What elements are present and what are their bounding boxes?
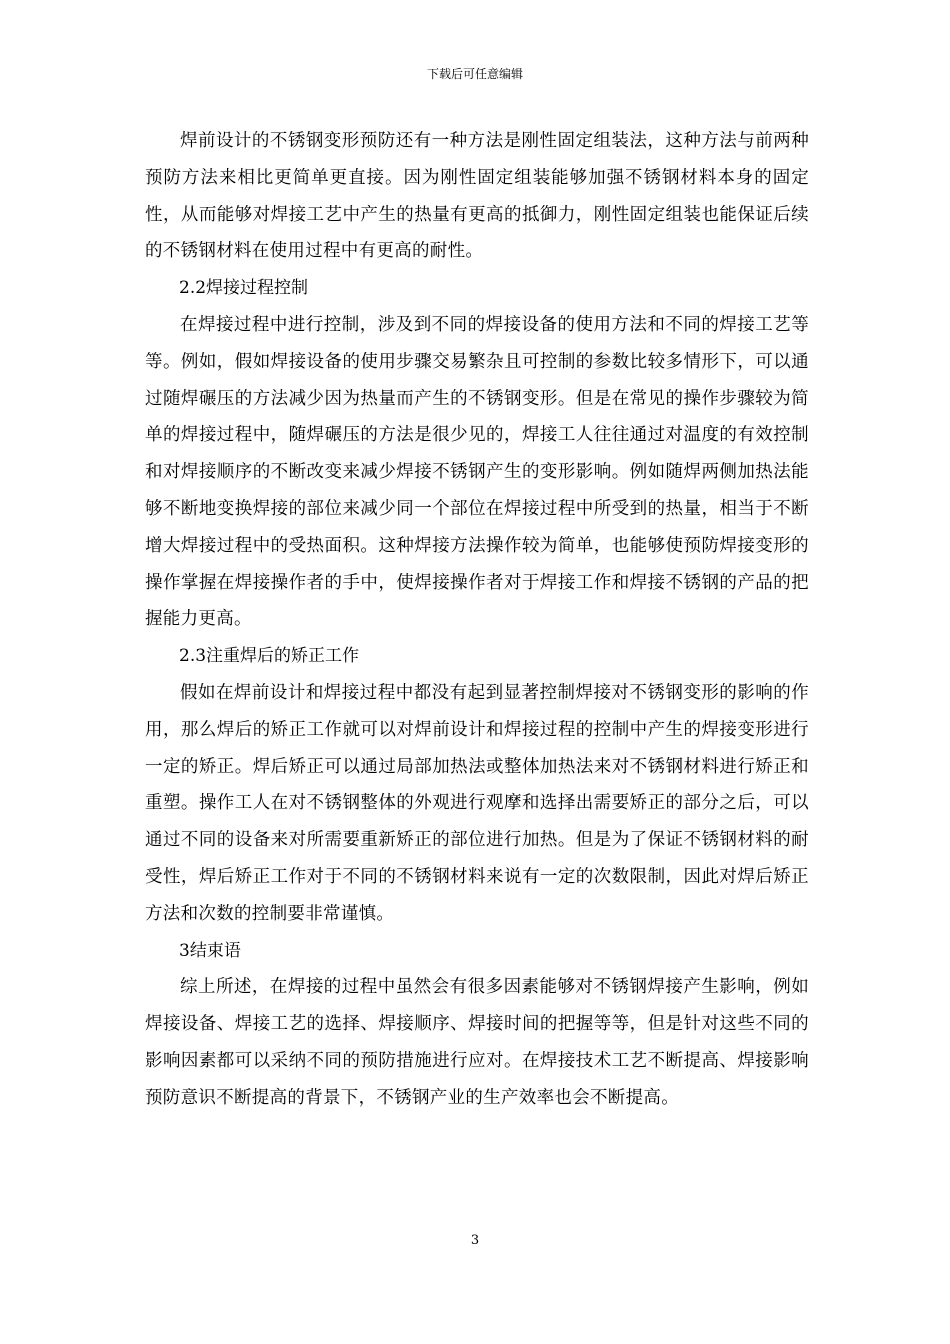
page-header: 下载后可任意编辑 <box>426 67 523 81</box>
section-heading-3: 3结束语 <box>179 940 241 961</box>
section-heading-2-3: 2.3注重焊后的矫正工作 <box>179 646 360 667</box>
paragraph-rigid-fixing: 焊前设计的不锈钢变形预防还有一种方法是刚性固定组装法，这种方法与前两种预防方法来相比更简单更直接。因为刚性固定组装能够加强不锈钢材料本身的固定性，从而能够对焊接工艺中产生的热量有更高的抵御力，刚性固定组装也能保证后续的不锈钢材料在使用过程中有更高的耐性。 <box>145 131 809 262</box>
paragraph-process-control: 在焊接过程中进行控制，涉及到不同的焊接设备的使用方法和不同的焊接工艺等等。例如，假如焊接设备的使用步骤交易繁杂且可控制的参数比较多情形下，可以通过随焊碾压的方法减少因为热量而产生的不锈钢变形。但是在常见的操作步骤较为简单的焊接过程中，随焊碾压的方法是很少见的，焊接工人往往通过对温度的有效控制和对焊接顺序的不断改变来减少焊接不锈钢产生的变形影响。例如随焊两侧加热法能够不断地变换焊接的部位来减少同一个部位在焊接过程中所受到的热量，相当于不断增大焊接过程中的受热面积。这种焊接方法操作较为简单，也能够使预防焊接变形的操作掌握在焊接操作者的手中，使焊接操作者对于焊接工作和焊接不锈钢的产品的把握能力更高。 <box>145 314 809 630</box>
paragraph-post-weld-correction: 假如在焊前设计和焊接过程中都没有起到显著控制焊接对不锈钢变形的影响的作用，那么焊后的矫正工作就可以对焊前设计和焊接过程的控制中产生的焊接变形进行一定的矫正。焊后矫正可以通过局部加热法或整体加热法来对不锈钢材料进行矫正和重塑。操作工人在对不锈钢整体的外观进行观摩和选择出需要矫正的部分之后，可以通过不同的设备来对所需要重新矫正的部位进行加热。但是为了保证不锈钢材料的耐受性，焊后矫正工作对于不同的不锈钢材料来说有一定的次数限制，因此对焊后矫正方法和次数的控制要非常谨慎。 <box>145 682 809 924</box>
page-number: 3 <box>470 1233 480 1248</box>
document-body <box>145 123 809 1117</box>
section-heading-2-2: 2.2焊接过程控制 <box>179 278 309 299</box>
paragraph-conclusion: 综上所述，在焊接的过程中虽然会有很多因素能够对不锈钢焊接产生影响，例如焊接设备、焊接工艺的选择、焊接顺序、焊接时间的把握等等，但是针对这些不同的影响因素都可以采纳不同的预防措施进行应对。在焊接技术工艺不断提高、焊接影响预防意识不断提高的背景下，不锈钢产业的生产效率也会不断提高。 <box>145 977 809 1108</box>
